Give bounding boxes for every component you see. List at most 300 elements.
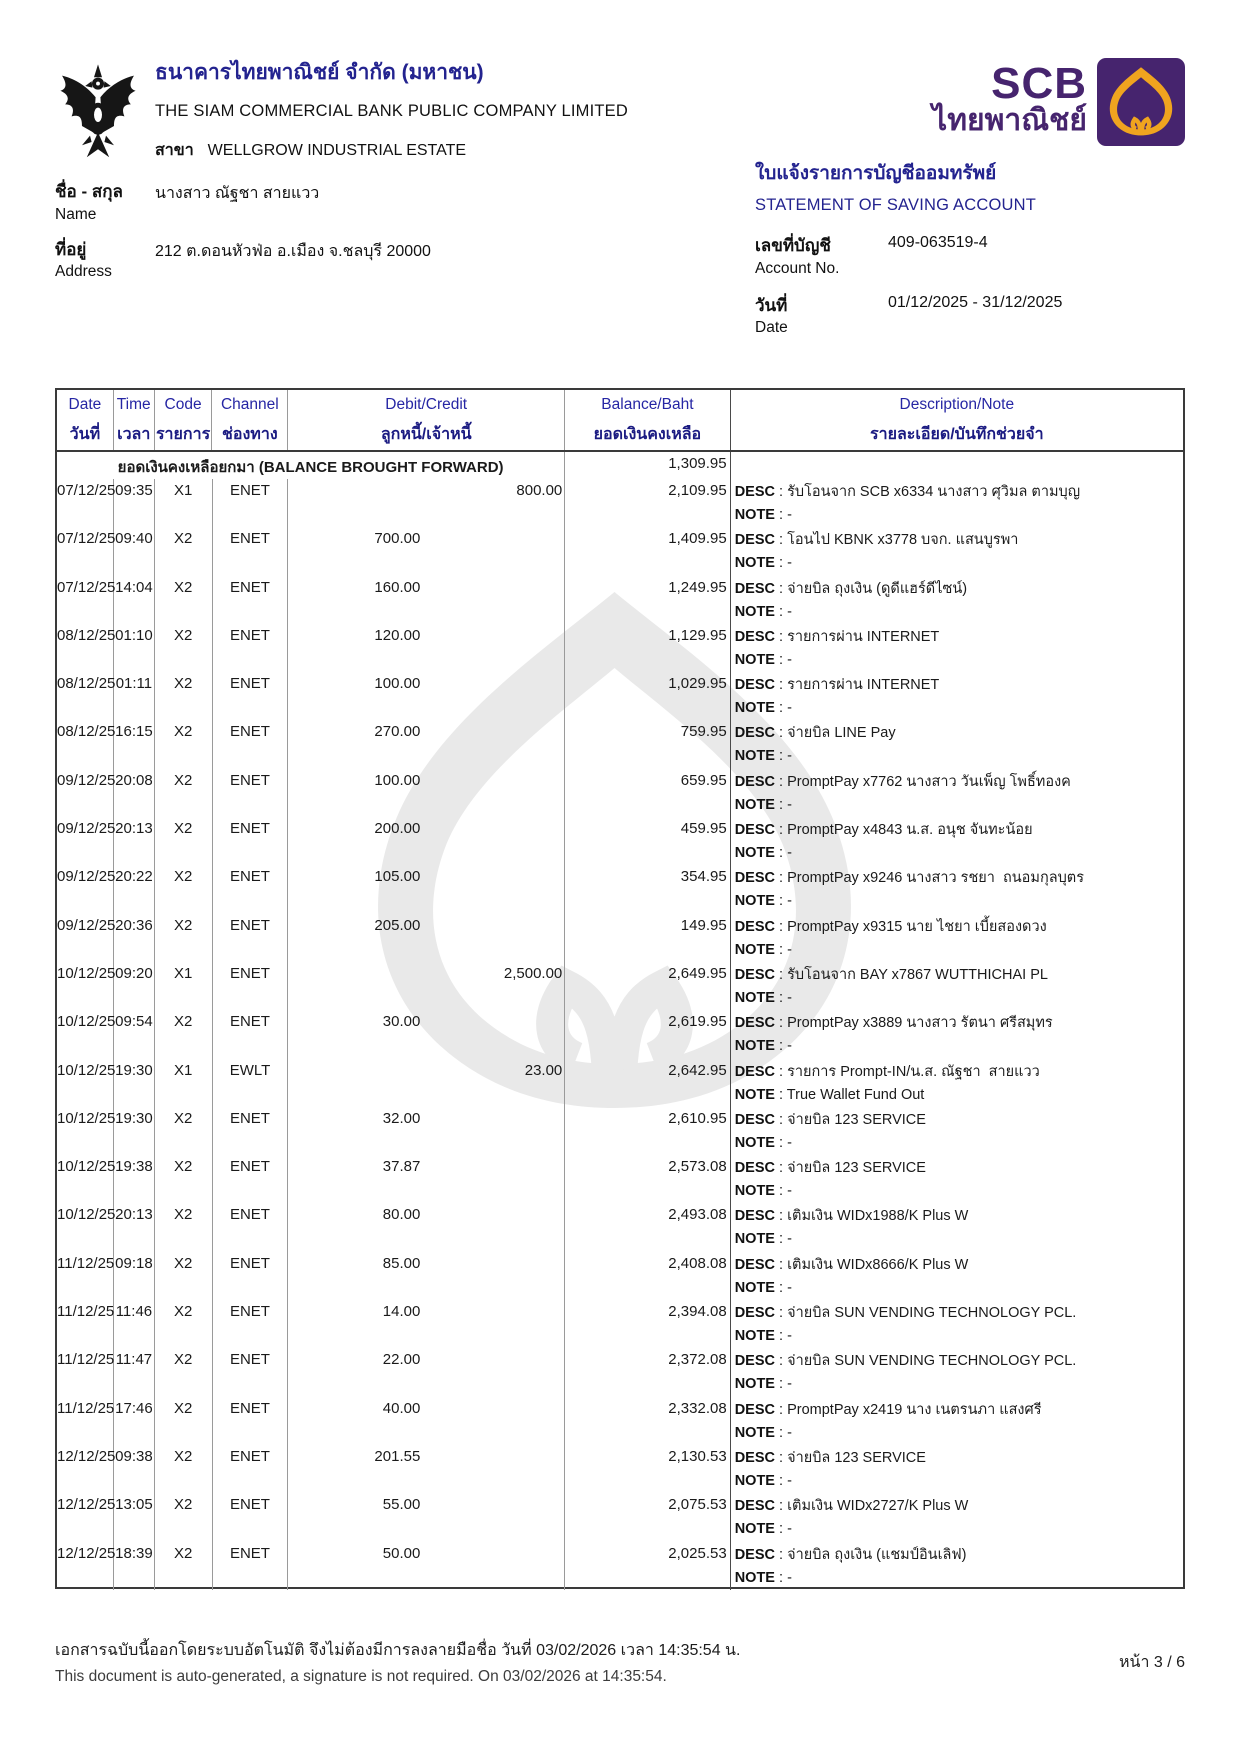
- cell-date: 12/12/25: [57, 1542, 114, 1590]
- table-row: [57, 1155, 1183, 1203]
- cell-code: X2: [155, 769, 213, 817]
- table-row: [57, 1107, 1183, 1155]
- cell-date: 08/12/25: [57, 672, 114, 720]
- table-row: [57, 576, 1183, 624]
- desc-line: DESC : PromptPay x9246 นางสาว รชยา ถนอมกุลบุตร: [734, 870, 1085, 887]
- credit-amount: [426, 1303, 564, 1348]
- cell-debit-credit: [288, 479, 565, 527]
- page-number: หน้า 3 / 6: [1118, 1654, 1185, 1671]
- cell-balance: 2,109.95: [565, 479, 730, 527]
- cell-balance: 1,129.95: [565, 624, 730, 672]
- note-value: -: [787, 603, 792, 620]
- scb-logo: [932, 58, 1185, 146]
- debit-amount: 30.00: [382, 1013, 421, 1031]
- period-label-en: Date: [755, 319, 788, 336]
- note-line: NOTE : -: [734, 893, 792, 910]
- cell-code: X2: [155, 1155, 213, 1203]
- desc-value: PromptPay x9315 นาย ไชยา เบี้ยสองดวง: [787, 918, 1047, 935]
- desc-line: DESC : รับโอนจาก BAY x7867 WUTTHICHAI PL: [734, 966, 1048, 983]
- bank-identity: [155, 56, 628, 163]
- cell-debit-credit: [288, 1252, 565, 1300]
- note-value: -: [787, 651, 792, 668]
- credit-amount: [426, 1351, 564, 1396]
- cell-description: [731, 1348, 1183, 1396]
- table-row: [57, 1542, 1183, 1590]
- cell-channel: ENET: [213, 769, 289, 817]
- col-header-debit-credit: Debit/Credit ลูกหนี้/เจ้าหนี้: [288, 390, 565, 450]
- cell-code: X2: [155, 624, 213, 672]
- desc-value: จ่ายบิล 123 SERVICE: [787, 1160, 926, 1177]
- cell-time: 19:30: [114, 1059, 155, 1107]
- cell-time: 13:05: [114, 1493, 155, 1541]
- note-line: NOTE : -: [734, 1569, 792, 1586]
- cell-date: 10/12/25: [57, 1107, 114, 1155]
- note-value: -: [787, 1183, 792, 1200]
- cell-balance: 2,408.08: [565, 1252, 730, 1300]
- cell-debit-credit: [288, 1445, 565, 1493]
- cell-date: 10/12/25: [57, 1059, 114, 1107]
- note-line: NOTE : -: [734, 1521, 792, 1538]
- note-line: NOTE : -: [734, 700, 792, 717]
- col-header-channel: Channel ช่องทาง: [212, 390, 288, 450]
- cell-description: [731, 624, 1183, 672]
- cell-description: [731, 1059, 1183, 1107]
- cell-date: 10/12/25: [57, 1010, 114, 1058]
- note-value: -: [787, 748, 792, 765]
- cell-date: 08/12/25: [57, 720, 114, 768]
- note-value: -: [787, 893, 792, 910]
- cell-code: X2: [155, 672, 213, 720]
- table-row: [57, 962, 1183, 1010]
- note-value: -: [787, 796, 792, 813]
- desc-line: DESC : PromptPay x4843 น.ส. อนุช จันทะน้อย: [734, 822, 1033, 839]
- note-value: -: [787, 941, 792, 958]
- cell-date: 07/12/25: [57, 527, 114, 575]
- cell-description: [731, 1493, 1183, 1541]
- cell-balance: 659.95: [565, 769, 730, 817]
- table-row: [57, 914, 1183, 962]
- debit-amount: 50.00: [382, 1544, 421, 1562]
- debit-amount: 22.00: [382, 1351, 421, 1369]
- statement-title-en: STATEMENT OF SAVING ACCOUNT: [755, 196, 1037, 214]
- cell-channel: ENET: [213, 1155, 289, 1203]
- table-row: [57, 1300, 1183, 1348]
- scb-spade-icon: [1097, 58, 1185, 146]
- cell-channel: ENET: [213, 1300, 289, 1348]
- cell-date: 08/12/25: [57, 624, 114, 672]
- desc-line: DESC : PromptPay x2419 นาง เนตรนภา แสงศรี: [734, 1401, 1042, 1418]
- desc-value: รับโอนจาก BAY x7867 WUTTHICHAI PL: [787, 966, 1048, 983]
- debit-amount: [288, 1062, 426, 1107]
- debit-amount: 205.00: [374, 916, 421, 934]
- cell-description: [731, 769, 1183, 817]
- desc-line: DESC : PromptPay x7762 นางสาว วันเพ็ญ โพธิ์ทองค: [734, 773, 1071, 790]
- debit-amount: 55.00: [382, 1496, 421, 1514]
- credit-amount: [426, 1545, 564, 1590]
- cell-debit-credit: [288, 1300, 565, 1348]
- cell-debit-credit: [288, 1542, 565, 1590]
- cell-time: 20:22: [114, 865, 155, 913]
- cell-debit-credit: [288, 1059, 565, 1107]
- cell-time: 17:46: [114, 1397, 155, 1445]
- cell-balance: 2,642.95: [565, 1059, 730, 1107]
- desc-value: จ่ายบิล LINE Pay: [787, 725, 896, 742]
- account-number: 409-063519-4: [888, 234, 988, 251]
- cell-debit-credit: [288, 1493, 565, 1541]
- note-value: -: [787, 700, 792, 717]
- cell-description: [731, 1397, 1183, 1445]
- cell-description: [731, 576, 1183, 624]
- cell-code: X2: [155, 1010, 213, 1058]
- note-value: -: [787, 1328, 792, 1345]
- cell-balance: 2,619.95: [565, 1010, 730, 1058]
- cell-date: 11/12/25: [57, 1348, 114, 1396]
- cell-time: 09:35: [114, 479, 155, 527]
- desc-line: DESC : รับโอนจาก SCB x6334 นางสาว ศุวิมล ตามบุญ: [734, 484, 1081, 500]
- note-value: -: [787, 1376, 792, 1393]
- desc-line: DESC : จ่ายบิล ถุงเงิน (แชมป์อินเลิฟ): [734, 1546, 967, 1563]
- desc-value: โอนไป KBNK x3778 บจก. แสนบูรพา: [787, 532, 1019, 549]
- credit-amount: [426, 627, 564, 672]
- credit-amount: [426, 675, 564, 720]
- cell-code: X2: [155, 914, 213, 962]
- cell-balance: 1,409.95: [565, 527, 730, 575]
- desc-line: DESC : โอนไป KBNK x3778 บจก. แสนบูรพา: [734, 532, 1019, 549]
- desc-line: DESC : จ่ายบิล 123 SERVICE: [734, 1160, 926, 1177]
- cell-balance: 149.95: [565, 914, 730, 962]
- cell-time: 09:40: [114, 527, 155, 575]
- table-row: [57, 1445, 1183, 1493]
- cell-debit-credit: [288, 672, 565, 720]
- garuda-emblem-icon: [58, 60, 138, 168]
- name-value: นางสาว ณัฐชา สายแวว: [155, 185, 320, 202]
- cell-code: X2: [155, 1300, 213, 1348]
- cell-code: X2: [155, 1348, 213, 1396]
- cell-time: 20:13: [114, 817, 155, 865]
- cell-date: 09/12/25: [57, 865, 114, 913]
- cell-description: [731, 1252, 1183, 1300]
- cell-debit-credit: [288, 624, 565, 672]
- credit-amount: [426, 820, 564, 865]
- bank-name-th: ธนาคารไทยพาณิชย์ จำกัด (มหาชน): [155, 61, 484, 84]
- credit-amount: [426, 1206, 564, 1251]
- cell-date: 10/12/25: [57, 962, 114, 1010]
- cell-debit-credit: [288, 865, 565, 913]
- address-label-th: ที่อยู่: [55, 240, 87, 259]
- cell-description: [731, 1542, 1183, 1590]
- desc-line: DESC : เติมเงิน WIDx1988/K Plus W: [734, 1208, 969, 1225]
- desc-line: DESC : จ่ายบิล SUN VENDING TECHNOLOGY PCL.: [734, 1353, 1077, 1370]
- cell-channel: EWLT: [213, 1059, 289, 1107]
- cell-debit-credit: [288, 1203, 565, 1251]
- cell-code: X2: [155, 1493, 213, 1541]
- note-line: NOTE : -: [734, 1231, 792, 1248]
- desc-value: จ่ายบิล SUN VENDING TECHNOLOGY PCL.: [787, 1305, 1077, 1322]
- cell-debit-credit: [288, 1397, 565, 1445]
- cell-description: [731, 865, 1183, 913]
- debit-amount: 40.00: [382, 1399, 421, 1417]
- cell-time: 16:15: [114, 720, 155, 768]
- cell-balance: 2,649.95: [565, 962, 730, 1010]
- debit-amount: [288, 482, 426, 527]
- cell-time: 09:18: [114, 1252, 155, 1300]
- note-line: NOTE : -: [734, 603, 792, 620]
- note-line: NOTE : -: [734, 845, 792, 862]
- scb-logo-text: [932, 59, 1087, 138]
- cell-description: [731, 720, 1183, 768]
- cell-code: X2: [155, 1252, 213, 1300]
- note-line: NOTE : -: [734, 1376, 792, 1393]
- debit-amount: 100.00: [374, 675, 421, 693]
- account-label-th: เลขที่บัญชี: [755, 236, 831, 255]
- note-line: NOTE : -: [734, 1328, 792, 1345]
- desc-value: จ่ายบิล 123 SERVICE: [787, 1111, 926, 1128]
- desc-line: DESC : จ่ายบิล ถุงเงิน (ดูดีแฮร์ดีไซน์): [734, 580, 968, 597]
- note-line: NOTE : -: [734, 1424, 792, 1441]
- cell-code: X2: [155, 576, 213, 624]
- name-label-th: ชื่อ - สกุล: [55, 182, 123, 201]
- cell-debit-credit: [288, 914, 565, 962]
- branch-label: สาขา: [155, 142, 194, 159]
- cell-description: [731, 962, 1183, 1010]
- cell-balance: 2,372.08: [565, 1348, 730, 1396]
- cell-date: 10/12/25: [57, 1203, 114, 1251]
- debit-amount: 200.00: [374, 820, 421, 838]
- note-value: -: [787, 1279, 792, 1296]
- credit-amount: 23.00: [524, 1061, 563, 1079]
- credit-amount: [426, 1158, 564, 1203]
- cell-debit-credit: [288, 1155, 565, 1203]
- desc-value: จ่ายบิล SUN VENDING TECHNOLOGY PCL.: [787, 1353, 1077, 1370]
- debit-amount: 14.00: [382, 1303, 421, 1321]
- cell-balance: 2,573.08: [565, 1155, 730, 1203]
- cell-balance: 459.95: [565, 817, 730, 865]
- cell-channel: ENET: [213, 1397, 289, 1445]
- debit-amount: 201.55: [374, 1447, 421, 1465]
- address-label-en: Address: [55, 263, 112, 280]
- col-header-date: Date วันที่: [57, 390, 114, 450]
- note-value: -: [787, 845, 792, 862]
- desc-line: DESC : เติมเงิน WIDx8666/K Plus W: [734, 1256, 969, 1273]
- note-line: NOTE : -: [734, 941, 792, 958]
- cell-channel: ENET: [213, 865, 289, 913]
- note-line: NOTE : -: [734, 1472, 792, 1489]
- address-value: 212 ต.ดอนหัวฟ่อ อ.เมือง จ.ชลบุรี 20000: [155, 243, 431, 260]
- cell-date: 07/12/25: [57, 479, 114, 527]
- cell-balance: 2,394.08: [565, 1300, 730, 1348]
- debit-amount: 700.00: [374, 530, 421, 548]
- note-line: NOTE : -: [734, 1038, 792, 1055]
- cell-code: X2: [155, 1107, 213, 1155]
- debit-amount: 32.00: [382, 1109, 421, 1127]
- table-row: [57, 672, 1183, 720]
- cell-time: 20:13: [114, 1203, 155, 1251]
- note-line: NOTE : -: [734, 748, 792, 765]
- cell-code: X2: [155, 1445, 213, 1493]
- note-value: -: [787, 555, 792, 572]
- debit-amount: 160.00: [374, 578, 421, 596]
- cell-description: [731, 672, 1183, 720]
- cell-debit-credit: [288, 576, 565, 624]
- cell-balance: 1,029.95: [565, 672, 730, 720]
- desc-line: DESC : รายการ Prompt-IN/น.ส. ณัฐชา สายแวว: [734, 1063, 1040, 1080]
- cell-balance: 354.95: [565, 865, 730, 913]
- note-value: -: [787, 1472, 792, 1489]
- cell-code: X1: [155, 479, 213, 527]
- desc-value: จ่ายบิล ถุงเงิน (ดูดีแฮร์ดีไซน์): [787, 580, 968, 597]
- desc-line: DESC : PromptPay x3889 นางสาว รัตนา ศรีสมุทร: [734, 1015, 1053, 1032]
- desc-value: รายการผ่าน INTERNET: [787, 628, 940, 645]
- cell-balance: 2,493.08: [565, 1203, 730, 1251]
- cell-code: X2: [155, 1542, 213, 1590]
- note-line: NOTE : -: [734, 1134, 792, 1151]
- credit-amount: 2,500.00: [503, 964, 563, 982]
- name-label-en: Name: [55, 206, 97, 223]
- cell-balance: 1,249.95: [565, 576, 730, 624]
- credit-amount: [426, 1496, 564, 1541]
- desc-line: DESC : PromptPay x9315 นาย ไชยา เบี้ยสองดวง: [734, 918, 1047, 935]
- note-value: -: [787, 1231, 792, 1248]
- desc-value: PromptPay x9246 นางสาว รชยา ถนอมกุลบุตร: [787, 870, 1085, 887]
- col-header-description: Description/Note รายละเอียด/บันทึกช่วยจำ: [870, 396, 1044, 443]
- cell-channel: ENET: [213, 479, 289, 527]
- desc-value: PromptPay x4843 น.ส. อนุช จันทะน้อย: [787, 822, 1033, 839]
- scb-logo-thai: ไทยพาณิชย์: [932, 104, 1087, 137]
- credit-amount: [426, 579, 564, 624]
- desc-value: PromptPay x3889 นางสาว รัตนา ศรีสมุทร: [787, 1015, 1053, 1032]
- cell-debit-credit: [288, 720, 565, 768]
- cell-time: 01:11: [114, 672, 155, 720]
- cell-debit-credit: [288, 769, 565, 817]
- cell-date: 09/12/25: [57, 914, 114, 962]
- note-value: True Wallet Fund Out: [786, 1086, 925, 1103]
- cell-channel: ENET: [213, 1542, 289, 1590]
- cell-date: 11/12/25: [57, 1252, 114, 1300]
- debit-amount: 270.00: [374, 723, 421, 741]
- table-row: [57, 1010, 1183, 1058]
- cell-debit-credit: [288, 527, 565, 575]
- desc-value: จ่ายบิล ถุงเงิน (แชมป์อินเลิฟ): [787, 1546, 967, 1563]
- branch-line: [155, 138, 628, 163]
- cell-date: 09/12/25: [57, 769, 114, 817]
- table-row: [57, 769, 1183, 817]
- cell-code: X1: [155, 962, 213, 1010]
- note-value: -: [787, 989, 792, 1006]
- branch-value: WELLGROW INDUSTRIAL ESTATE: [207, 142, 467, 159]
- cell-description: [731, 1010, 1183, 1058]
- credit-amount: [426, 1013, 564, 1058]
- col-header-balance: Balance/Baht ยอดเงินคงเหลือ: [565, 390, 730, 450]
- cell-description: [731, 914, 1183, 962]
- transactions-table: [55, 388, 1185, 1589]
- note-line: NOTE : -: [734, 989, 792, 1006]
- desc-line: DESC : รายการผ่าน INTERNET: [734, 628, 940, 645]
- cell-channel: ENET: [213, 1203, 289, 1251]
- cell-description: [731, 1107, 1183, 1155]
- cell-code: X2: [155, 1203, 213, 1251]
- cell-channel: ENET: [213, 1107, 289, 1155]
- cell-channel: ENET: [213, 672, 289, 720]
- credit-amount: [426, 772, 564, 817]
- cell-date: 11/12/25: [57, 1300, 114, 1348]
- period-label-th: วันที่: [755, 296, 788, 315]
- desc-line: DESC : จ่ายบิล LINE Pay: [734, 725, 896, 742]
- cell-time: 19:38: [114, 1155, 155, 1203]
- period-value: 01/12/2025 - 31/12/2025: [888, 294, 1063, 311]
- cell-channel: ENET: [213, 527, 289, 575]
- cell-description: [731, 527, 1183, 575]
- credit-amount: 800.00: [516, 482, 563, 499]
- table-row: [57, 865, 1183, 913]
- table-row: [57, 720, 1183, 768]
- cell-debit-credit: [288, 817, 565, 865]
- cell-time: 11:46: [114, 1300, 155, 1348]
- cell-time: 01:10: [114, 624, 155, 672]
- desc-value: เติมเงิน WIDx2727/K Plus W: [787, 1498, 969, 1515]
- cell-channel: ENET: [213, 624, 289, 672]
- debit-amount: 37.87: [382, 1158, 421, 1176]
- cell-code: X2: [155, 1397, 213, 1445]
- note-line: NOTE : -: [734, 1279, 792, 1296]
- cell-channel: ENET: [213, 914, 289, 962]
- cell-debit-credit: [288, 1348, 565, 1396]
- cell-time: 20:36: [114, 914, 155, 962]
- cell-date: 12/12/25: [57, 1445, 114, 1493]
- note-value: -: [787, 1424, 792, 1441]
- note-value: -: [787, 1569, 792, 1586]
- table-row: [57, 1493, 1183, 1541]
- desc-line: DESC : จ่ายบิล 123 SERVICE: [734, 1449, 926, 1466]
- cell-date: 10/12/25: [57, 1155, 114, 1203]
- cell-balance: 2,130.53: [565, 1445, 730, 1493]
- note-line: NOTE : -: [734, 555, 792, 572]
- desc-value: PromptPay x7762 นางสาว วันเพ็ญ โพธิ์ทองค: [787, 773, 1071, 790]
- cell-time: 19:30: [114, 1107, 155, 1155]
- cell-channel: ENET: [213, 720, 289, 768]
- cell-debit-credit: [288, 1010, 565, 1058]
- table-row: [57, 479, 1183, 527]
- cell-code: X2: [155, 865, 213, 913]
- table-row: [57, 1252, 1183, 1300]
- col-header-code: Code รายการ: [155, 390, 213, 450]
- desc-value: จ่ายบิล 123 SERVICE: [787, 1449, 926, 1466]
- cell-balance: 2,610.95: [565, 1107, 730, 1155]
- note-line: NOTE : -: [734, 1183, 792, 1200]
- debit-amount: 105.00: [374, 868, 421, 886]
- table-header: [57, 390, 1183, 452]
- cell-time: 14:04: [114, 576, 155, 624]
- cell-channel: ENET: [213, 1493, 289, 1541]
- cell-channel: ENET: [213, 576, 289, 624]
- cell-time: 09:54: [114, 1010, 155, 1058]
- cell-debit-credit: [288, 962, 565, 1010]
- cell-channel: ENET: [213, 1252, 289, 1300]
- cell-code: X1: [155, 1059, 213, 1107]
- footer-auto-generated-en: This document is auto-generated, a signature is not required. On 03/02/2026 at 14:35:54.: [55, 1668, 667, 1685]
- cell-balance: 2,025.53: [565, 1542, 730, 1590]
- cell-balance: 2,075.53: [565, 1493, 730, 1541]
- debit-amount: 85.00: [382, 1254, 421, 1272]
- cell-balance: 759.95: [565, 720, 730, 768]
- balance-brought-forward-row: [57, 452, 1183, 479]
- cell-code: X2: [155, 527, 213, 575]
- cell-channel: ENET: [213, 1445, 289, 1493]
- credit-amount: [426, 530, 564, 575]
- table-row: [57, 624, 1183, 672]
- cell-channel: ENET: [213, 817, 289, 865]
- credit-amount: [426, 1400, 564, 1445]
- desc-value: PromptPay x2419 นาง เนตรนภา แสงศรี: [787, 1401, 1042, 1418]
